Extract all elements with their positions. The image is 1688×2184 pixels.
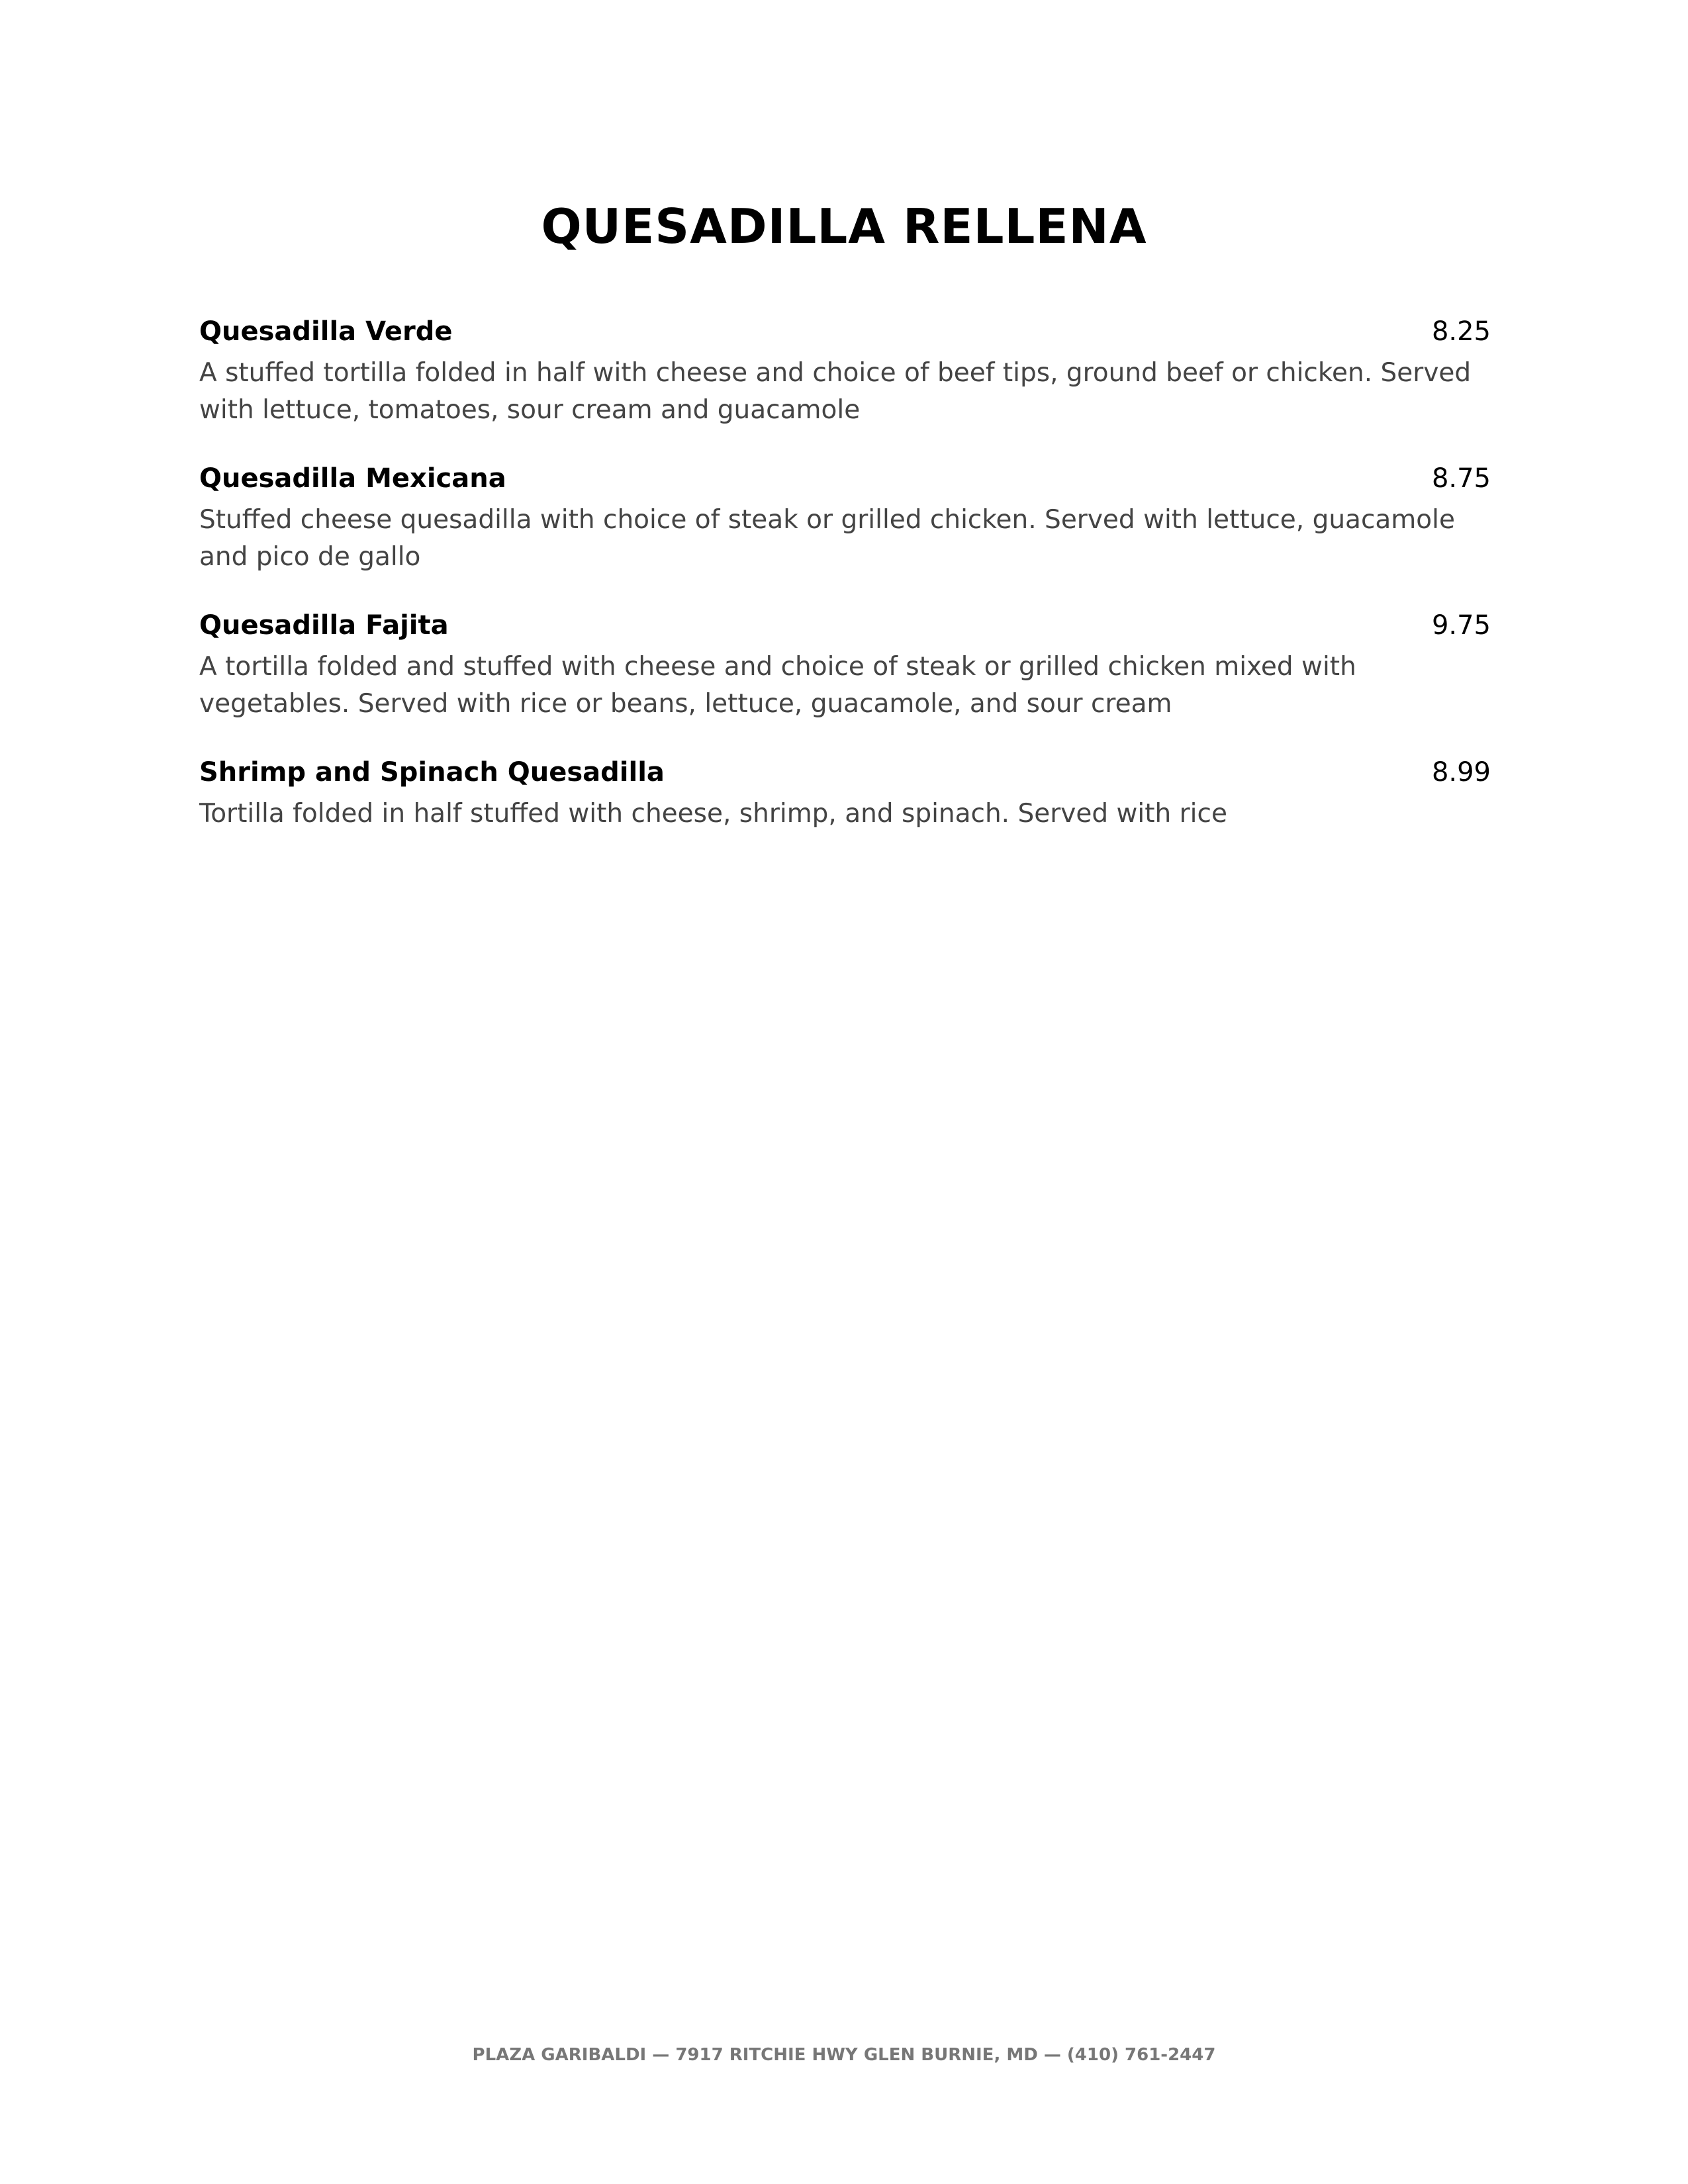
item-description: Stuffed cheese quesadilla with choice of steak or grilled chicken. Served with lettuce, guacamole and pico de gallo	[199, 505, 1455, 572]
item-price: 8.25	[1431, 316, 1491, 347]
item-price: 8.99	[1431, 757, 1491, 788]
item-name: Shrimp and Spinach Quesadilla	[199, 757, 665, 788]
menu-item	[199, 757, 1491, 833]
item-price: 8.75	[1431, 463, 1491, 494]
menu-item	[199, 316, 1491, 429]
item-description: Tortilla folded in half stuffed with cheese, shrimp, and spinach. Served with rice	[199, 799, 1227, 829]
item-description: A stuffed tortilla folded in half with cheese and choice of beef tips, ground beef or chicken. Served with lettuce, tomatoes, sour cream and guacamole	[199, 358, 1472, 425]
item-name: Quesadilla Fajita	[199, 610, 449, 641]
item-name: Quesadilla Mexicana	[199, 463, 506, 494]
page-title: QUESADILLA RELLENA	[541, 199, 1147, 254]
item-price: 9.75	[1431, 610, 1491, 641]
item-name: Quesadilla Verde	[199, 316, 453, 347]
item-description: A tortilla folded and stuffed with cheese and choice of steak or grilled chicken mixed with vegetables. Served with rice or beans, lettuce, guacamole, and sour cream	[199, 652, 1356, 719]
footer-address: PLAZA GARIBALDI — 7917 RITCHIE HWY GLEN BURNIE, MD — (410) 761-2447	[472, 2045, 1216, 2065]
menu-item	[199, 610, 1491, 723]
menu-items	[199, 316, 1491, 867]
menu-item	[199, 463, 1491, 576]
